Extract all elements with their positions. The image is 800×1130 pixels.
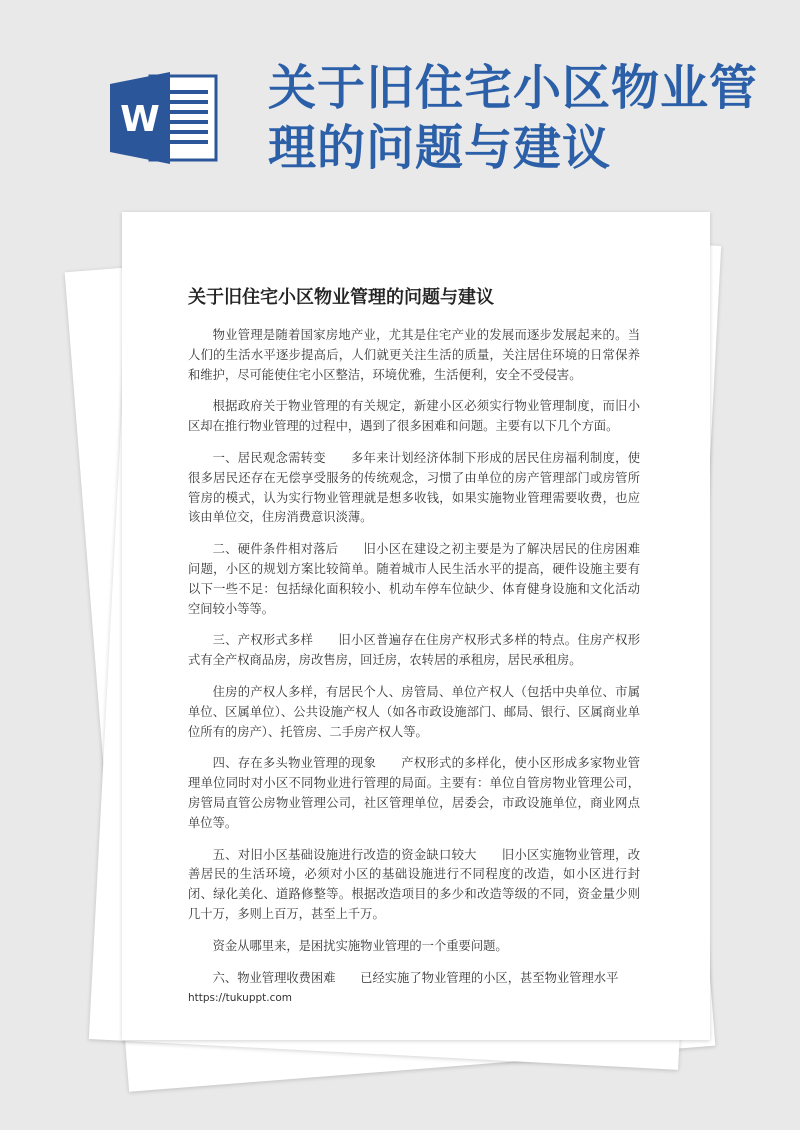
paragraph: 住房的产权人多样，有居民个人、房管局、单位产权人（包括中央单位、市属单位、区属单位）、公共设施产权人（如各市政设施部门、邮局、银行、区属商业单位所有的房产）、托管房、二手房产权人等。 — [188, 684, 640, 739]
header-title-line1: 关于旧住宅小区物业管 — [268, 60, 759, 116]
document-title: 关于旧住宅小区物业管理的问题与建议 — [188, 287, 494, 308]
paragraph: 三、产权形式多样 旧小区普遍存在住房产权形式多样的特点。住房产权形式有全产权商品房，房改售房，回迁房，农转居的承租房，居民承租房。 — [188, 633, 640, 668]
paragraph: 资金从哪里来，是困扰实施物业管理的一个重要问题。 — [212, 938, 508, 953]
paragraph: 物业管理是随着国家房地产业，尤其是住宅产业的发展而逐步发展起来的。当人们的生活水平逐步提高后，人们就更关注生活的质量，关注居住环境的日常保养和维护，尽可能使住宅小区整洁，环境优雅，生活便利，安全不受侵害。 — [188, 328, 640, 382]
paragraph: 根据政府关于物业管理的有关规定，新建小区必须实行物业管理制度，而旧小区却在推行物业管理的过程中，遇到了很多困难和问题。主要有以下几个方面。 — [188, 399, 640, 434]
document-body — [188, 326, 640, 1000]
paragraph: 五、对旧小区基础设施进行改造的资金缺口较大 旧小区实施物业管理，改善居民的生活环境，必须对小区的基础设施进行不同程度的改造，如小区进行封闭、绿化美化、道路修整等。根据改造项目的多少和改造等级的不同，资金量少则几十万，多则上百万，甚至上千万。 — [188, 847, 640, 921]
header-title-line2: 理的问题与建议 — [268, 120, 612, 176]
paragraph: 一、居民观念需转变 多年来计划经济体制下形成的居民住房福利制度，使很多居民还存在无偿享受服务的传统观念，习惯了由单位的房产管理部门或房管所管房的模式，认为实行物业管理就是想多收钱，如果实施物业管理需要收费，也应该由单位交，住房消费意识淡薄。 — [188, 450, 640, 525]
document-page — [122, 212, 710, 1040]
paragraph: 六、物业管理收费困难 已经实施了物业管理的小区，甚至物业管理水平 — [212, 970, 619, 985]
footer-url[interactable]: https://tukuppt.com — [188, 992, 293, 1004]
paragraph: 二、硬件条件相对落后 旧小区在建设之初主要是为了解决居民的住房困难问题，小区的规划方案比较简单。随着城市人民生活水平的提高，硬件设施主要有以下一些不足：包括绿化面积较小、机动车停车位缺少、体育健身设施和文化活动空间较小等等。 — [188, 542, 640, 616]
word-document-icon — [110, 72, 222, 164]
header-title — [268, 58, 768, 178]
paragraph: 四、存在多头物业管理的现象 产权形式的多样化，使小区形成多家物业管理单位同时对小区不同物业进行管理的局面。主要有：单位自管房物业管理公司，房管局直管公房物业管理公司，社区管理单位，居委会，市政设施单位，商业网点单位等。 — [188, 756, 640, 830]
svg-text:W: W — [120, 99, 160, 140]
